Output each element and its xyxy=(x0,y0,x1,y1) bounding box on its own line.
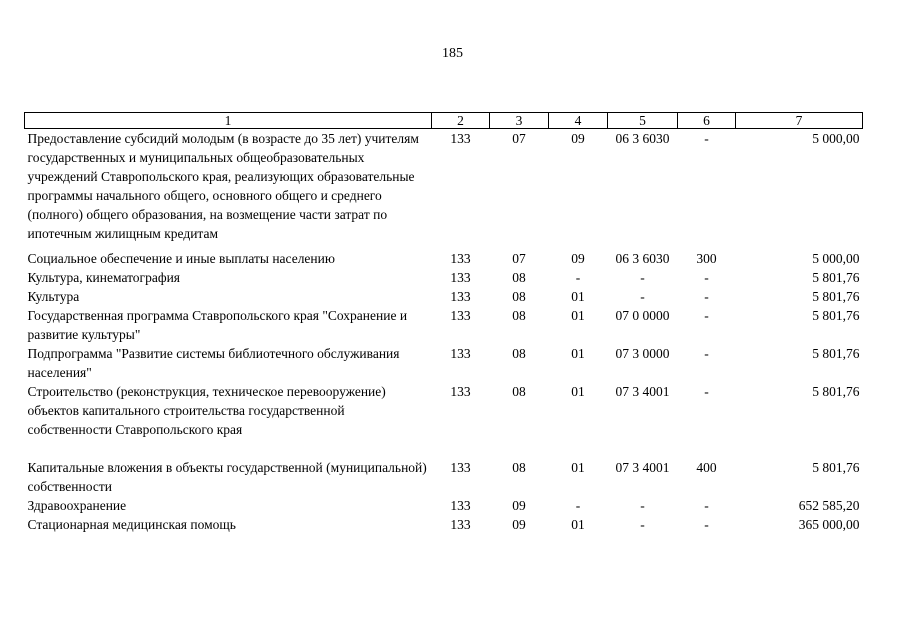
row-name-cell: Капитальные вложения в объекты государственной (муниципальной) собственности xyxy=(27,460,427,494)
table-row xyxy=(25,382,863,458)
amount-cell: 5 000,00 xyxy=(812,251,860,266)
ministry-code-cell: 133 xyxy=(450,308,471,323)
subsection-code-cell: 01 xyxy=(571,289,585,304)
target-article-cell: 06 3 6030 xyxy=(615,251,670,266)
ministry-code-cell: 133 xyxy=(450,251,471,266)
amount-cell: 5 801,76 xyxy=(812,270,860,285)
column-header: 7 xyxy=(736,113,863,129)
target-article-cell: - xyxy=(640,289,645,304)
table-row xyxy=(25,129,863,250)
target-article-cell: - xyxy=(640,270,645,285)
target-article-cell: 07 3 0000 xyxy=(615,346,670,361)
expense-type-cell: 400 xyxy=(696,460,717,475)
section-code-cell: 08 xyxy=(512,308,526,323)
ministry-code-cell: 133 xyxy=(450,131,471,146)
section-code-cell: 08 xyxy=(512,384,526,399)
row-name-cell: Подпрограмма "Развитие системы библиотечного обслуживания населения" xyxy=(27,346,400,380)
section-code-cell: 07 xyxy=(512,131,526,146)
table-row xyxy=(25,306,863,344)
ministry-code-cell: 133 xyxy=(450,270,471,285)
row-name-cell: Стационарная медицинская помощь xyxy=(27,517,236,532)
section-code-cell: 09 xyxy=(512,498,526,513)
ministry-code-cell: 133 xyxy=(450,517,471,532)
ministry-code-cell: 133 xyxy=(450,346,471,361)
table-row xyxy=(25,344,863,382)
target-article-cell: - xyxy=(640,498,645,513)
expense-type-cell: 300 xyxy=(696,251,717,266)
subsection-code-cell: 01 xyxy=(571,346,585,361)
column-header: 1 xyxy=(25,113,432,129)
subsection-code-cell: - xyxy=(575,498,581,513)
table-body xyxy=(25,129,863,535)
amount-cell: 5 801,76 xyxy=(812,289,860,304)
row-name-cell: Строительство (реконструкция, техническое перевооружение) объектов капитального строительства государственной собственности Ставропольского края xyxy=(27,384,386,437)
amount-cell: 5 000,00 xyxy=(812,131,860,146)
section-code-cell: 08 xyxy=(512,270,526,285)
subsection-code-cell: 09 xyxy=(571,251,585,266)
row-name-cell: Государственная программа Ставропольского края "Сохранение и развитие культуры" xyxy=(27,308,408,342)
amount-cell: 5 801,76 xyxy=(812,460,860,475)
amount-cell: 5 801,76 xyxy=(812,308,860,323)
column-header: 2 xyxy=(432,113,490,129)
column-header: 4 xyxy=(549,113,608,129)
page-number: 185 xyxy=(442,46,463,61)
expense-type-cell: - xyxy=(704,270,709,285)
column-number-header xyxy=(25,113,863,129)
amount-cell: 365 000,00 xyxy=(798,517,860,532)
ministry-code-cell: 133 xyxy=(450,498,471,513)
target-article-cell: 06 3 6030 xyxy=(615,131,670,146)
amount-cell: 5 801,76 xyxy=(812,346,860,361)
column-header: 6 xyxy=(678,113,736,129)
section-code-cell: 09 xyxy=(512,517,526,532)
row-name-cell: Культура xyxy=(27,289,80,304)
column-header: 5 xyxy=(608,113,678,129)
subsection-code-cell: - xyxy=(575,270,581,285)
expense-type-cell: - xyxy=(704,498,709,513)
expense-type-cell: - xyxy=(704,384,709,399)
table-row xyxy=(25,458,863,496)
expense-type-cell: - xyxy=(704,131,709,146)
expense-type-cell: - xyxy=(704,517,709,532)
ministry-code-cell: 133 xyxy=(450,460,471,475)
subsection-code-cell: 09 xyxy=(571,131,585,146)
budget-table xyxy=(24,112,863,534)
subsection-code-cell: 01 xyxy=(571,308,585,323)
expense-type-cell: - xyxy=(704,346,709,361)
table-row xyxy=(25,268,863,287)
subsection-code-cell: 01 xyxy=(571,517,585,532)
amount-cell: 5 801,76 xyxy=(812,384,860,399)
amount-cell: 652 585,20 xyxy=(798,498,860,513)
ministry-code-cell: 133 xyxy=(450,289,471,304)
expense-type-cell: - xyxy=(704,308,709,323)
row-name-cell: Культура, кинематография xyxy=(27,270,181,285)
target-article-cell: 07 0 0000 xyxy=(615,308,670,323)
table-row xyxy=(25,496,863,515)
table-row xyxy=(25,287,863,306)
row-name-cell: Предоставление субсидий молодым (в возрасте до 35 лет) учителям государственных и муниципальных общеобразовательных учреждений Ставропольского края, реализующих образовательные программы начального общего, основного общего и среднего (полного) общего образования, на возмещение части затрат по ипотечным жилищным кредитам xyxy=(27,131,419,241)
table-row xyxy=(25,249,863,268)
row-name-cell: Социальное обеспечение и иные выплаты населению xyxy=(27,251,335,266)
row-name-cell: Здравоохранение xyxy=(27,498,127,513)
section-code-cell: 08 xyxy=(512,346,526,361)
section-code-cell: 08 xyxy=(512,289,526,304)
target-article-cell: 07 3 4001 xyxy=(615,460,670,475)
section-code-cell: 08 xyxy=(512,460,526,475)
target-article-cell: 07 3 4001 xyxy=(615,384,670,399)
subsection-code-cell: 01 xyxy=(571,384,585,399)
target-article-cell: - xyxy=(640,517,645,532)
expense-type-cell: - xyxy=(704,289,709,304)
column-header: 3 xyxy=(490,113,549,129)
section-code-cell: 07 xyxy=(512,251,526,266)
subsection-code-cell: 01 xyxy=(571,460,585,475)
ministry-code-cell: 133 xyxy=(450,384,471,399)
table-row xyxy=(25,515,863,534)
